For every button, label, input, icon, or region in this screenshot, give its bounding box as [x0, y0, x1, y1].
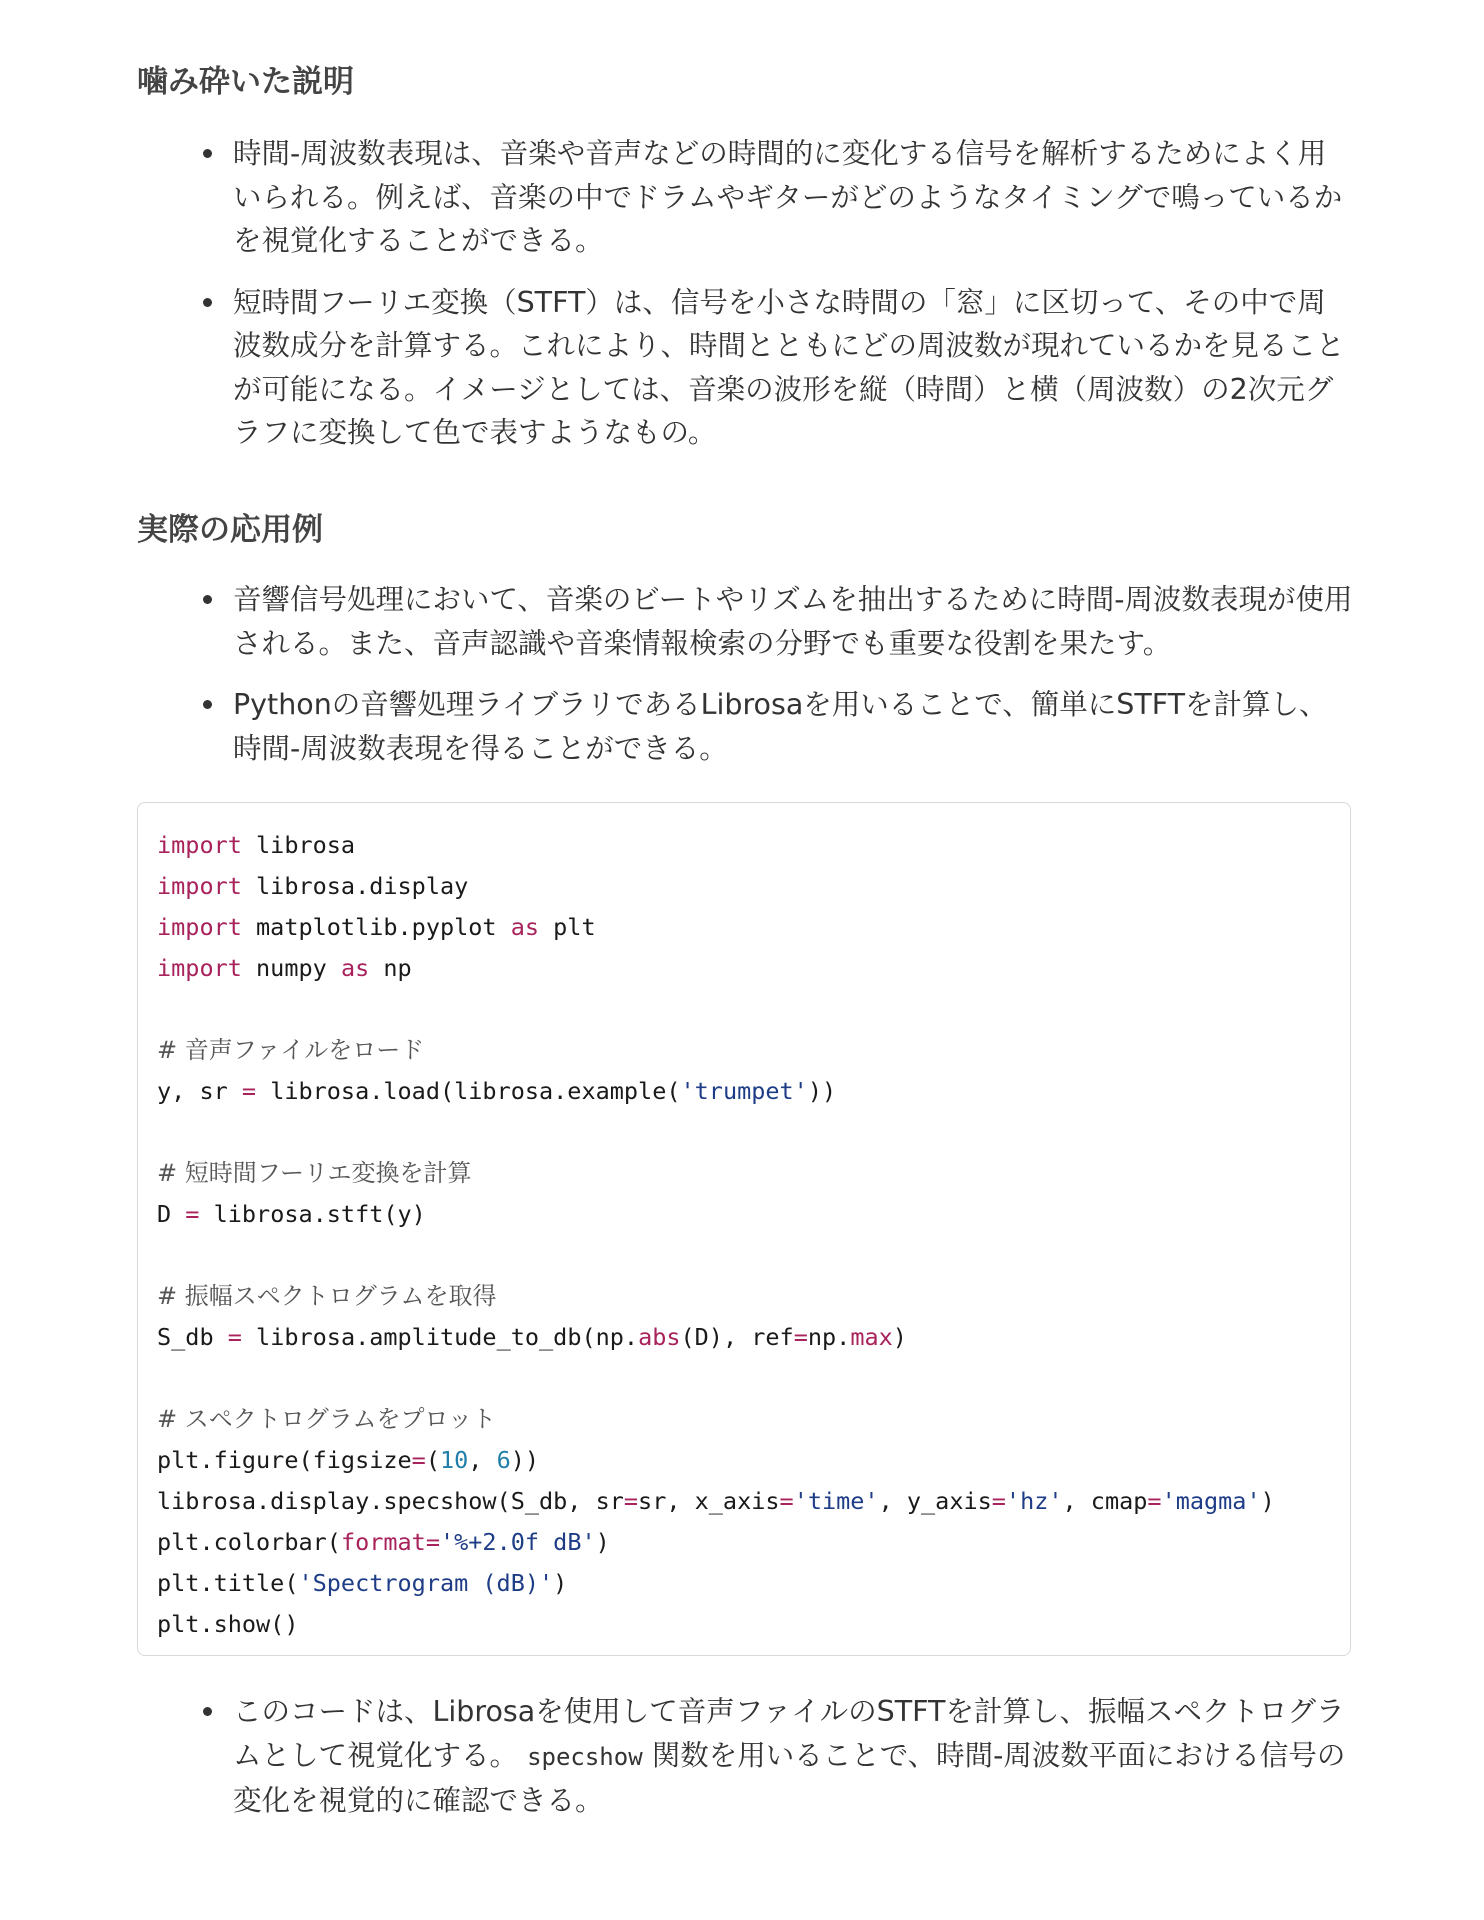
code-token: import [157, 954, 242, 982]
code-token: = [241, 1077, 257, 1105]
code-token: sr, x_axis [638, 1487, 780, 1515]
code-token: import [157, 913, 242, 941]
code-token: ) [1260, 1487, 1275, 1515]
code-token: 'magma' [1161, 1487, 1261, 1515]
list-item [137, 1690, 1353, 1823]
code-token: numpy [241, 954, 341, 982]
code-token: 10 [439, 1446, 469, 1474]
code-token: = [425, 1528, 440, 1556]
code-token: = [411, 1446, 426, 1474]
bullet-icon [203, 298, 212, 307]
code-line [157, 1399, 1275, 1440]
code-token: np. [807, 1323, 851, 1351]
code-token: = [227, 1323, 242, 1351]
code-line [157, 948, 1275, 989]
code-token: ) [553, 1569, 568, 1597]
code-token: = [991, 1487, 1006, 1515]
code-token: '%+2.0f dB' [439, 1528, 596, 1556]
code-token: np [369, 954, 412, 982]
code-token: librosa.display [241, 872, 469, 900]
code-line [157, 1153, 1275, 1194]
code-token: plt.figure(figsize [157, 1446, 412, 1474]
list-item [137, 132, 1353, 263]
code-token: as [510, 913, 540, 941]
code-token: plt.show() [157, 1610, 299, 1638]
code-line [157, 825, 1275, 866]
code-token: plt.title( [157, 1569, 299, 1597]
code-token: ) [595, 1528, 610, 1556]
code-line [157, 1235, 1275, 1276]
bullet-icon [203, 595, 212, 604]
code-line [157, 907, 1275, 948]
code-line [157, 989, 1275, 1030]
closing-text-before: このコードは、Librosaを使用して音声ファイルのSTFTを計算し、振幅スペクトログラムとして視覚化する。 [233, 1695, 1345, 1772]
code-token: 'Spectrogram (dB)' [298, 1569, 554, 1597]
code-token: = [623, 1487, 639, 1515]
code-line [157, 1563, 1275, 1604]
bullet-icon [203, 700, 212, 709]
bullet-list-applications [137, 578, 1353, 788]
code-token: librosa.stft(y) [199, 1200, 426, 1228]
bullet-icon [203, 149, 212, 158]
section-heading-applications: 実際の応用例 [137, 512, 323, 548]
code-line [157, 1317, 1275, 1358]
code-token: (D), ref [680, 1323, 794, 1351]
code-block[interactable] [137, 802, 1351, 1656]
code-token: import [157, 872, 242, 900]
code-token: librosa.load(librosa.example( [256, 1077, 681, 1105]
list-item-text: 時間-周波数表現は、音楽や音声などの時間的に変化する信号を解析するためによく用いられる。例えば、音楽の中でドラムやギターがどのようなタイミングで鳴っているかを視覚化することができる。 [233, 137, 1343, 257]
code-token: import [157, 831, 242, 859]
code-line [157, 1358, 1275, 1399]
code-token: librosa.display.specshow(S_db, sr [157, 1487, 624, 1515]
code-token: , cmap [1062, 1487, 1148, 1515]
code-token: # 短時間フーリエ変換を計算 [157, 1159, 472, 1187]
code-token: abs [638, 1323, 681, 1351]
code-token: librosa.amplitude_to_db(np. [241, 1323, 639, 1351]
code-token: 'trumpet' [680, 1077, 808, 1105]
code-line [157, 1481, 1275, 1522]
code-token: 6 [496, 1446, 511, 1474]
bullet-list-closing [137, 1690, 1353, 1841]
closing-text-after: 関数を用いることで、時間-周波数平面における信号の変化を視覚的に確認できる。 [233, 1738, 1346, 1817]
list-item-text: 音響信号処理において、音楽のビートやリズムを抽出するために時間-周波数表現が使用される。また、音声認識や音楽情報検索の分野でも重要な役割を果たす。 [233, 583, 1353, 660]
code-token: D [157, 1200, 186, 1228]
code-line [157, 866, 1275, 907]
code-line [157, 1276, 1275, 1317]
code-line [157, 1604, 1275, 1645]
code-token: plt [539, 913, 596, 941]
code-token: )) [510, 1446, 540, 1474]
code-token: , y_axis [878, 1487, 992, 1515]
list-item [137, 281, 1353, 455]
code-token: 'time' [793, 1487, 879, 1515]
code-token: )) [807, 1077, 837, 1105]
code-token: y, sr [157, 1077, 242, 1105]
list-item [137, 683, 1353, 770]
bullet-list-explanation [137, 132, 1353, 473]
code-token: as [340, 954, 370, 982]
code-token: S_db [157, 1323, 228, 1351]
code-token: librosa [241, 831, 356, 859]
code-token: # 音声ファイルをロード [157, 1036, 425, 1064]
code-line [157, 1112, 1275, 1153]
list-item-text: Pythonの音響処理ライブラリであるLibrosaを用いることで、簡単にSTFTを計算し、時間-周波数表現を得ることができる。 [233, 688, 1328, 765]
list-item-text: 短時間フーリエ変換（STFT）は、信号を小さな時間の「窓」に区切って、その中で周波数成分を計算する。これにより、時間とともにどの周波数が現れているかを見ることが可能になる。イメージとしては、音楽の波形を縦（時間）と横（周波数）の2次元グラフに変換して色で表すようなもの。 [233, 285, 1345, 449]
code-line [157, 1030, 1275, 1071]
code-token: , [468, 1446, 497, 1474]
code-token: 'hz' [1005, 1487, 1063, 1515]
code-token: max [850, 1323, 893, 1351]
code-token: # 振幅スペクトログラムを取得 [157, 1282, 497, 1310]
code-token: matplotlib.pyplot [241, 913, 511, 941]
code-lines [157, 825, 1275, 1645]
inline-code-specshow: specshow [527, 1742, 643, 1771]
code-token: = [793, 1323, 808, 1351]
code-token: ) [892, 1323, 907, 1351]
code-line [157, 1194, 1275, 1235]
code-token: = [779, 1487, 794, 1515]
list-item [137, 578, 1353, 665]
code-token: plt.colorbar( [157, 1528, 341, 1556]
code-token: = [1147, 1487, 1162, 1515]
code-token: # スペクトログラムをプロット [157, 1405, 497, 1433]
code-line [157, 1071, 1275, 1112]
bullet-icon [203, 1707, 212, 1716]
code-line [157, 1522, 1275, 1563]
section-heading-explanation: 噛み砕いた説明 [137, 64, 354, 100]
code-token: ( [425, 1446, 440, 1474]
code-token: format [340, 1528, 426, 1556]
code-line [157, 1440, 1275, 1481]
code-token: = [185, 1200, 200, 1228]
